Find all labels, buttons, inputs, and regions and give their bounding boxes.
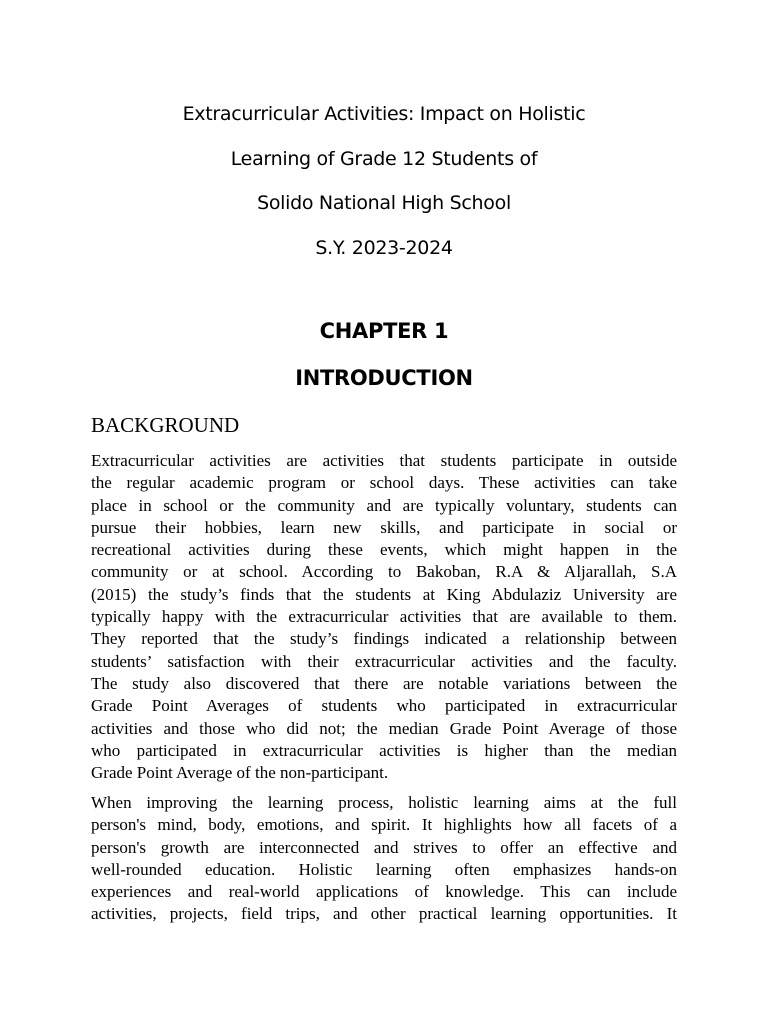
- paragraph-line: person's growth are interconnected and strives to offer an effective and: [91, 837, 677, 857]
- paragraph-line: activities, projects, field trips, and other practical learning opportunities. It: [91, 904, 677, 924]
- title-line-1: Extracurricular Activities: Impact on Holistic: [182, 103, 586, 125]
- paragraph-line: well-rounded education. Holistic learning often emphasizes hands-on: [91, 859, 677, 879]
- paragraph-line: pursue their hobbies, learn new skills, and participate in social or: [91, 517, 677, 537]
- paragraph-line: activities and those who did not; the median Grade Point Average of those: [91, 718, 677, 738]
- section-heading: BACKGROUND: [91, 413, 240, 437]
- paragraph-line: (2015) the study’s finds that the students at King Abdulaziz University are: [91, 584, 677, 604]
- paragraph-1: [91, 450, 677, 784]
- paragraph-line: typically happy with the extracurricular activities that are available to them.: [91, 607, 677, 627]
- paragraph-line: Grade Point Average of the non-participant.: [91, 763, 389, 783]
- paragraph-line: They reported that the study’s findings indicated a relationship between: [91, 629, 677, 649]
- paragraph-line: who participated in extracurricular activities is higher than the median: [91, 740, 677, 760]
- paragraph-2: [91, 792, 677, 926]
- paragraph-line: person's mind, body, emotions, and spirit. It highlights how all facets of a: [91, 815, 677, 835]
- paragraph-line: The study also discovered that there are notable variations between the: [91, 673, 677, 693]
- document-title: [0, 92, 768, 270]
- paragraph-line: community or at school. According to Bakoban, R.A & Aljarallah, S.A: [91, 562, 677, 582]
- paragraph-line: recreational activities during these events, which might happen in the: [91, 540, 677, 560]
- chapter-label: CHAPTER 1: [319, 319, 449, 343]
- paragraph-line: Grade Point Averages of students who participated in extracurricular: [91, 696, 677, 716]
- paragraph-line: place in school or the community and are typically voluntary, students can: [91, 495, 677, 515]
- paragraph-line: experiences and real-world applications of knowledge. This can include: [91, 882, 677, 902]
- chapter-title: INTRODUCTION: [295, 366, 473, 390]
- paragraph-line: the regular academic program or school days. These activities can take: [91, 473, 677, 493]
- title-line-4: S.Y. 2023-2024: [315, 236, 453, 259]
- paragraph-line: students’ satisfaction with their extracurricular activities and the faculty.: [91, 651, 677, 671]
- paragraph-line: Extracurricular activities are activities that students participate in outside: [91, 451, 677, 470]
- title-line-3: Solido National High School: [257, 192, 511, 214]
- title-line-2: Learning of Grade 12 Students of: [230, 147, 538, 170]
- paragraph-line: When improving the learning process, holistic learning aims at the full: [91, 793, 677, 812]
